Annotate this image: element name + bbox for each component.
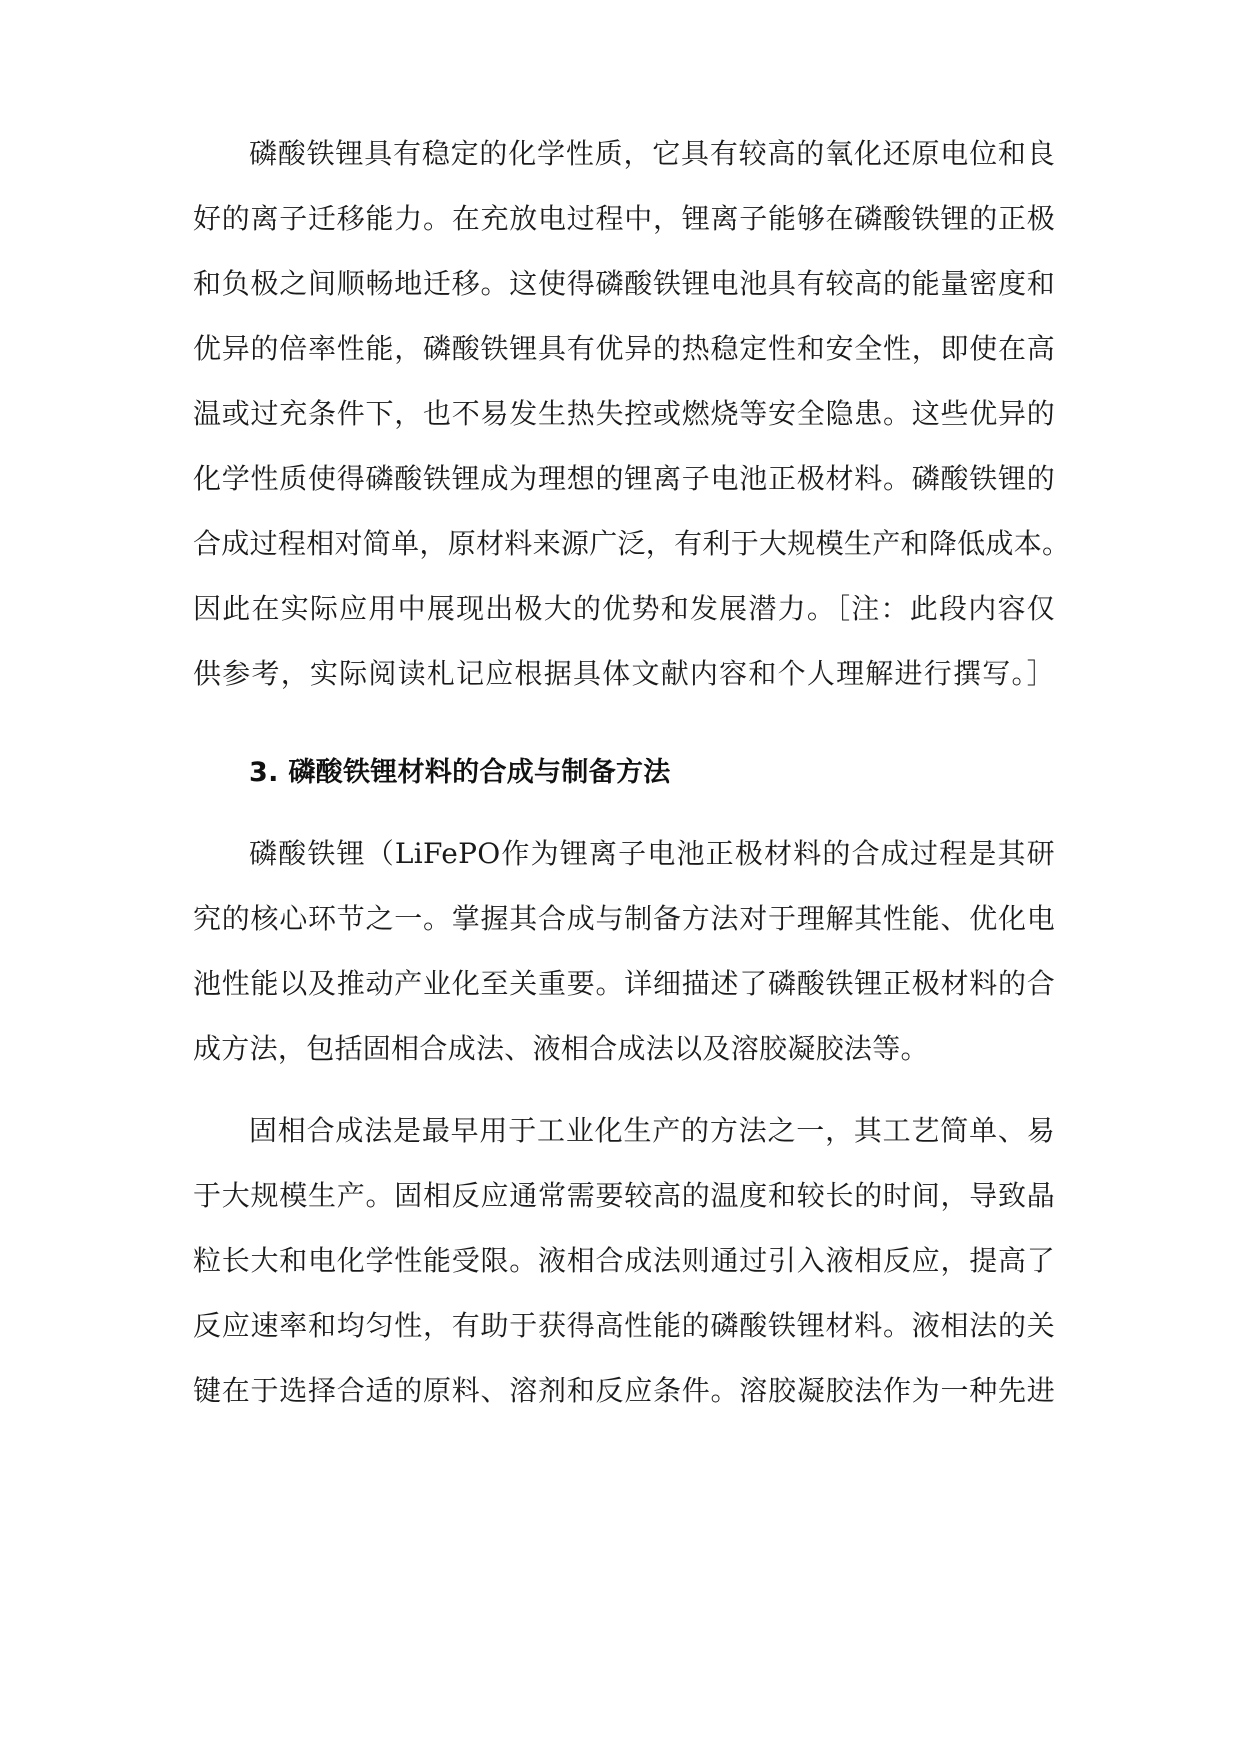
paragraph-3-line-5: 键在于选择合适的原料、溶剂和反应条件。溶胶凝胶法作为一种先进 [193, 1374, 1055, 1407]
paragraph-1-line-1: 磷酸铁锂具有稳定的化学性质，它具有较高的氧化还原电位和良 [249, 137, 1055, 170]
paragraph-3-line-4: 反应速率和均匀性，有助于获得高性能的磷酸铁锂材料。液相法的关 [193, 1309, 1055, 1342]
paragraph-3-line-2: 于大规模生产。固相反应通常需要较高的温度和较长的时间，导致晶 [193, 1179, 1055, 1212]
paragraph-1-line-2: 好的离子迁移能力。在充放电过程中，锂离子能够在磷酸铁锂的正极 [193, 202, 1055, 235]
paragraph-2-line-4: 成方法，包括固相合成法、液相合成法以及溶胶凝胶法等。 [193, 1032, 929, 1065]
paragraph-1-line-7: 合成过程相对简单，原材料来源广泛，有利于大规模生产和降低成本。 [193, 527, 1071, 560]
paragraph-1-line-9: 供参考，实际阅读札记应根据具体文献内容和个人理解进行撰写。］ [193, 657, 1055, 690]
paragraph-2-line-3: 池性能以及推动产业化至关重要。详细描述了磷酸铁锂正极材料的合 [193, 967, 1055, 1000]
paragraph-1-line-4: 优异的倍率性能，磷酸铁锂具有优异的热稳定性和安全性，即使在高 [193, 332, 1055, 365]
paragraph-3-line-3: 粒长大和电化学性能受限。液相合成法则通过引入液相反应，提高了 [193, 1244, 1055, 1277]
paragraph-2-line-2: 究的核心环节之一。掌握其合成与制备方法对于理解其性能、优化电 [193, 902, 1055, 935]
paragraph-2-line-1: 磷酸铁锂（LiFePO作为锂离子电池正极材料的合成过程是其研 [249, 837, 1055, 870]
paragraph-3-line-1: 固相合成法是最早用于工业化生产的方法之一，其工艺简单、易 [249, 1114, 1055, 1147]
paragraph-1-line-3: 和负极之间顺畅地迁移。这使得磷酸铁锂电池具有较高的能量密度和 [193, 267, 1055, 300]
paragraph-1-line-8: 因此在实际应用中展现出极大的优势和发展潜力。［注：此段内容仅 [193, 592, 1055, 625]
paragraph-1-line-5: 温或过充条件下，也不易发生热失控或燃烧等安全隐患。这些优异的 [193, 397, 1055, 430]
section-heading: 3. 磷酸铁锂材料的合成与制备方法 [249, 757, 671, 788]
paragraph-1-line-6: 化学性质使得磷酸铁锂成为理想的锂离子电池正极材料。磷酸铁锂的 [193, 462, 1055, 495]
